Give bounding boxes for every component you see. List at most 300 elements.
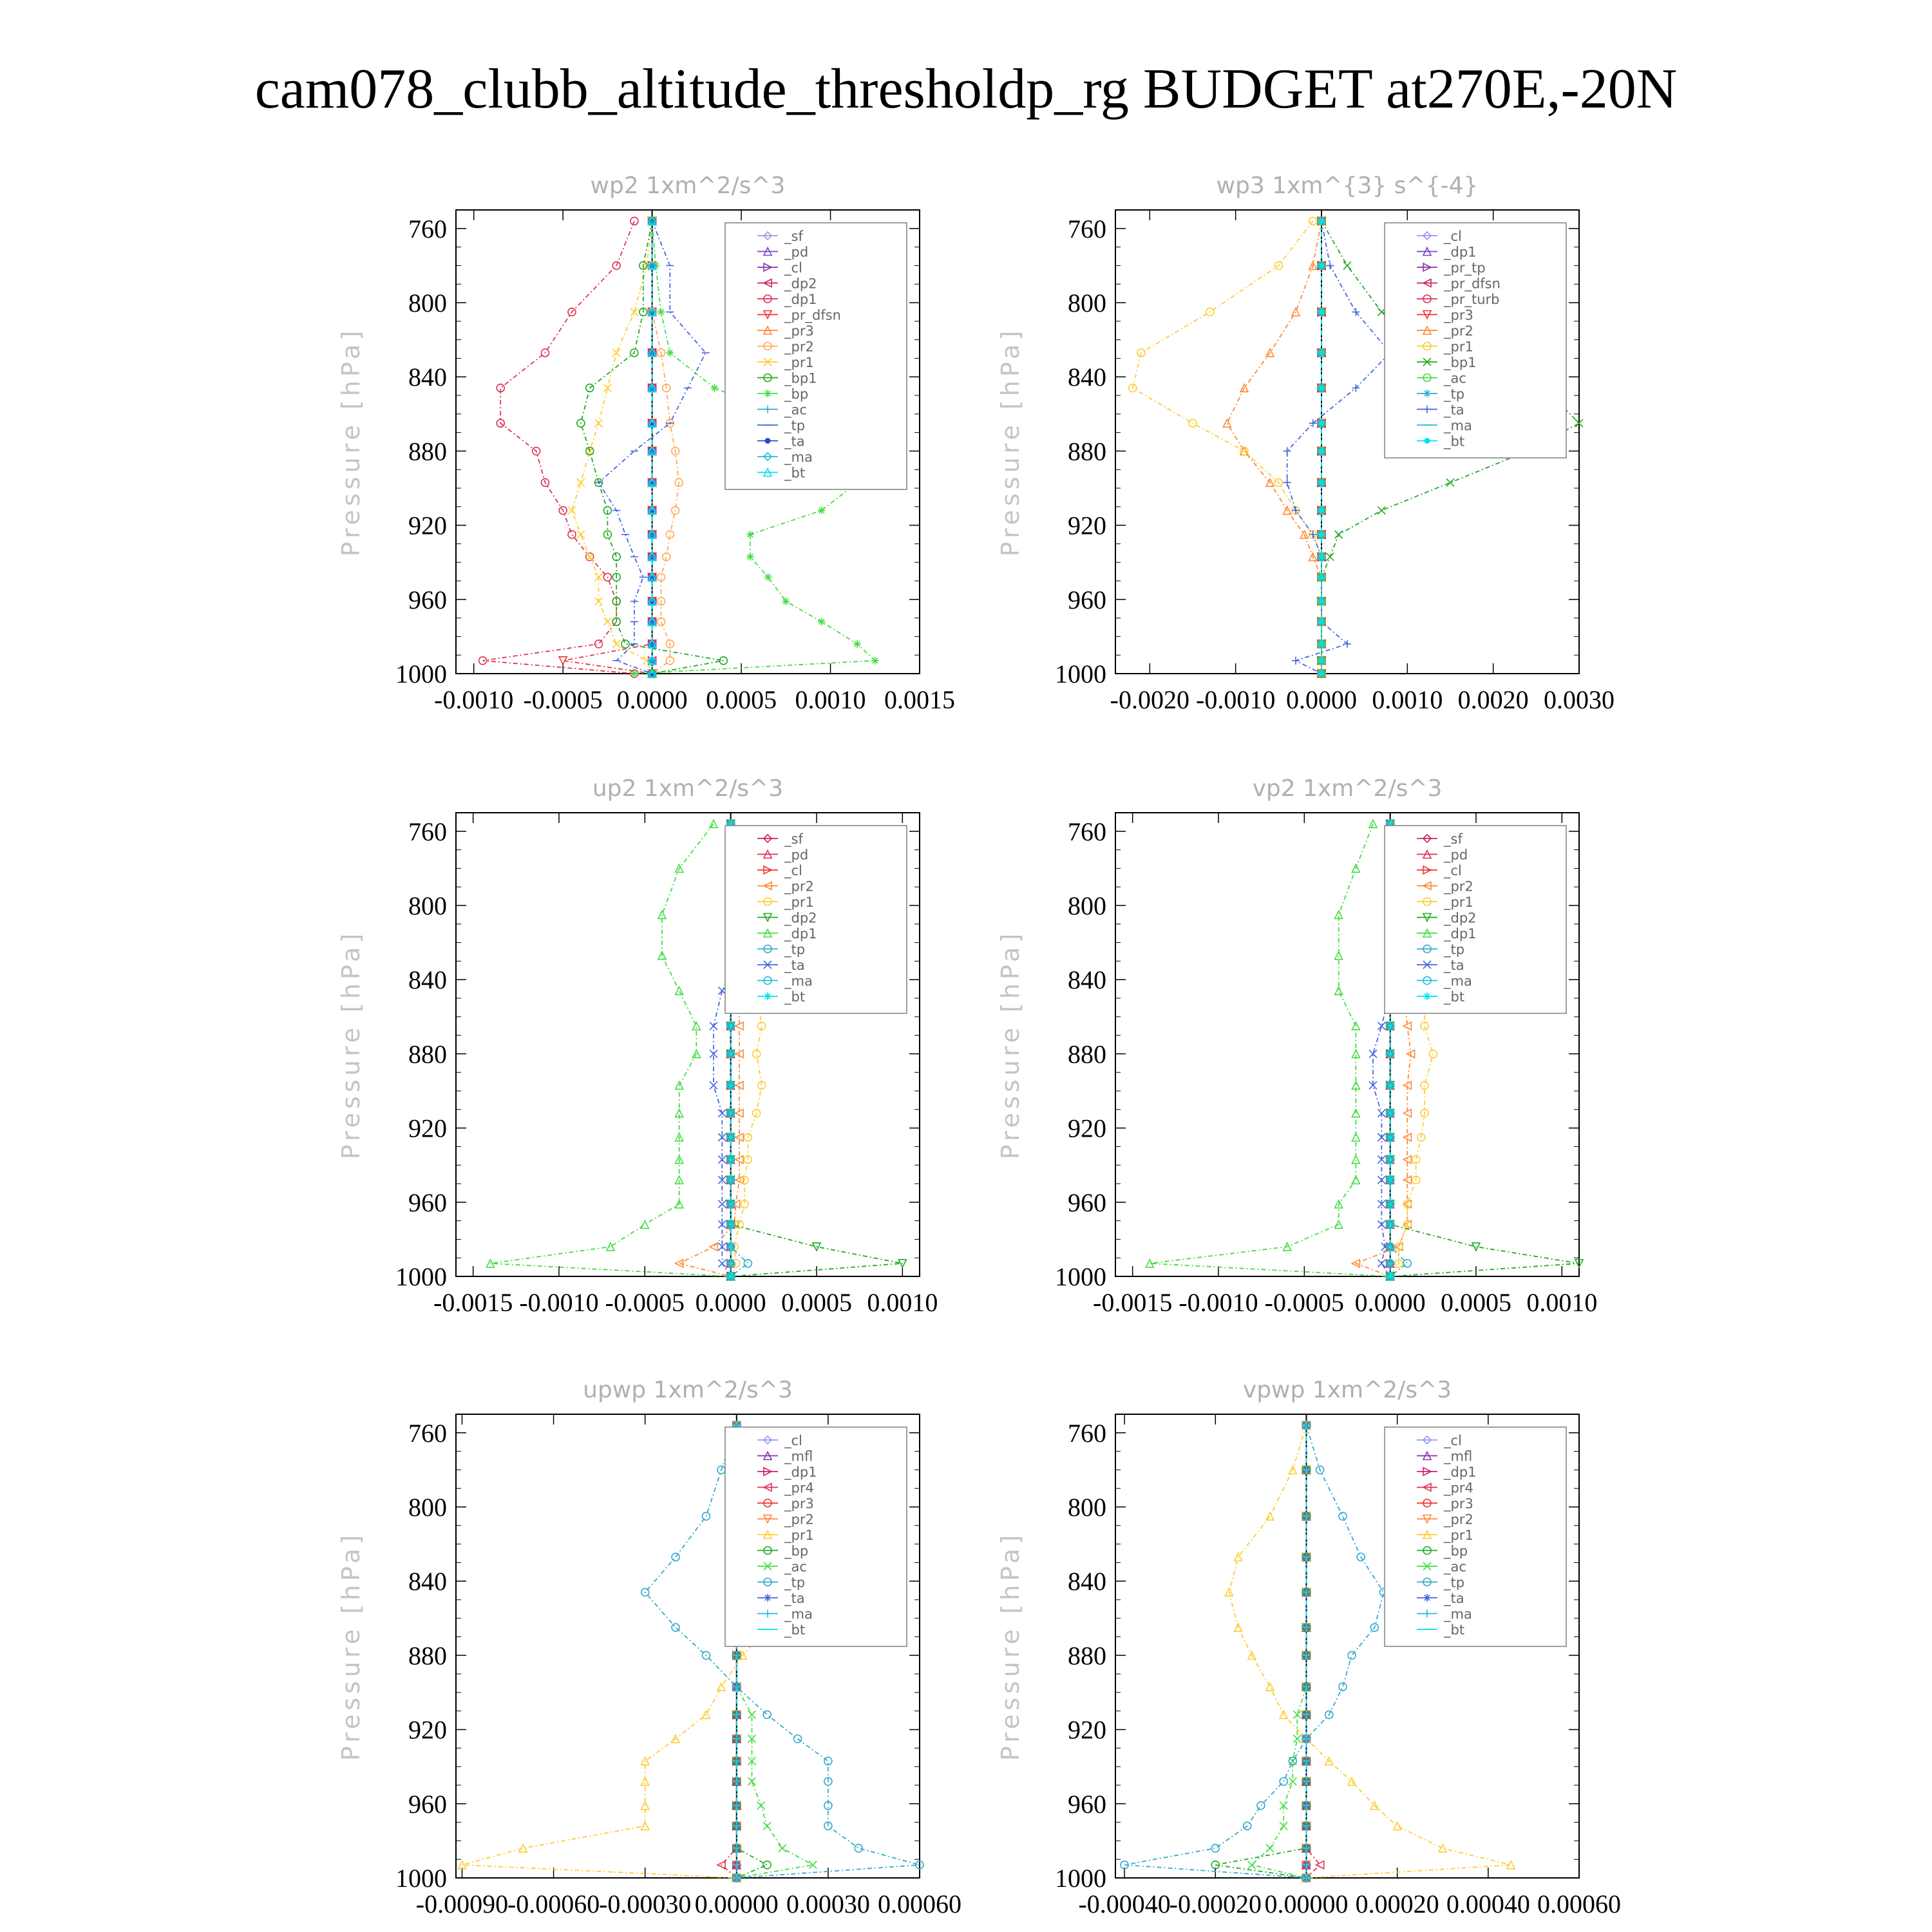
data-point <box>1387 1243 1394 1251</box>
budget-panel <box>337 1377 961 1918</box>
legend-label: _bt <box>784 1622 806 1638</box>
legend-label: _dp1 <box>784 292 817 307</box>
y-tick-label: 880 <box>1068 1039 1106 1069</box>
data-point <box>1319 598 1325 604</box>
data-point <box>672 1624 679 1631</box>
legend-marker <box>1423 1594 1431 1602</box>
legend-label: _bt <box>1444 433 1465 450</box>
legend-label: _pr2 <box>784 878 814 895</box>
x-tick-label: -0.0010 <box>1196 685 1276 714</box>
data-point <box>1348 1651 1356 1659</box>
y-tick-label: 880 <box>1068 1641 1106 1671</box>
data-point <box>1394 1822 1401 1830</box>
y-tick-label: 960 <box>408 1789 447 1819</box>
y-tick-label: 920 <box>1068 511 1106 540</box>
legend-label: _ma <box>784 973 813 989</box>
x-tick-label: 0.0000 <box>616 685 688 714</box>
data-point <box>577 478 585 486</box>
data-point <box>718 1200 726 1208</box>
data-point <box>1429 1050 1437 1057</box>
data-point <box>676 987 683 994</box>
y-tick-label: 920 <box>408 511 447 540</box>
series-line <box>572 221 652 674</box>
data-point <box>1335 987 1343 994</box>
y-tick-label: 760 <box>408 817 447 846</box>
data-point <box>1369 1050 1377 1057</box>
legend-label: _ma <box>1444 1606 1472 1622</box>
legend-label: _ta <box>784 958 805 973</box>
data-point <box>1339 1683 1347 1690</box>
data-point <box>1339 1512 1347 1520</box>
legend-label: _ta <box>1444 958 1464 973</box>
y-tick-label: 1000 <box>395 1262 447 1291</box>
data-point <box>1387 1260 1394 1267</box>
data-point <box>666 349 674 357</box>
panel-title: wp3 1xm^{3} s^{-4} <box>1216 173 1479 199</box>
y-tick-label: 800 <box>1068 891 1106 920</box>
data-point <box>1387 1273 1394 1280</box>
data-point <box>1319 532 1325 538</box>
legend-label: _bt <box>1444 1622 1465 1638</box>
y-axis-label: Pressure [hPa] <box>337 929 365 1160</box>
legend-label: _dp1 <box>1444 926 1477 942</box>
legend-label: _bp <box>1444 1543 1468 1559</box>
data-point <box>1289 1777 1296 1785</box>
x-tick-label: -0.00060 <box>507 1889 600 1918</box>
y-tick-label: 880 <box>408 1641 447 1671</box>
data-point <box>871 657 879 665</box>
budget-panel <box>337 173 955 714</box>
series-line <box>490 824 730 1276</box>
x-tick-label: -0.0005 <box>1264 1288 1344 1317</box>
data-point <box>757 1802 765 1810</box>
legend-label: _pd <box>784 244 809 260</box>
data-point <box>1223 419 1231 427</box>
legend-label: _cl <box>1444 229 1462 244</box>
y-axis-label: Pressure [hPa] <box>996 929 1025 1160</box>
legend-marker <box>1423 992 1431 1000</box>
data-point <box>1319 218 1325 224</box>
data-point <box>1266 1683 1274 1690</box>
data-point <box>727 1220 735 1228</box>
data-point <box>1387 1022 1394 1030</box>
data-point <box>1387 1050 1394 1057</box>
x-tick-label: -0.0010 <box>1179 1288 1258 1317</box>
x-tick-label: 0.00040 <box>1446 1889 1530 1918</box>
data-point <box>1378 507 1385 515</box>
data-point <box>1378 1220 1385 1228</box>
data-point <box>727 1260 735 1267</box>
legend-label: _mfl <box>1444 1448 1473 1464</box>
data-point <box>1446 478 1454 486</box>
legend-label: _tp <box>1444 1575 1465 1591</box>
y-axis-label: Pressure [hPa] <box>996 327 1025 557</box>
data-point <box>1421 1081 1428 1089</box>
legend-label: _tp <box>784 418 806 433</box>
data-point <box>818 507 826 515</box>
legend-label: _pd <box>784 847 809 863</box>
panel-title: up2 1xm^2/s^3 <box>592 775 784 802</box>
data-point <box>1378 1260 1385 1267</box>
data-point <box>727 1081 735 1089</box>
y-tick-label: 920 <box>408 1113 447 1143</box>
x-tick-label: 0.00030 <box>786 1889 870 1918</box>
x-tick-label: -0.00090 <box>415 1889 509 1918</box>
data-point <box>710 1022 717 1030</box>
x-tick-label: -0.0015 <box>433 1288 513 1317</box>
data-point <box>577 531 585 538</box>
y-tick-label: 920 <box>1068 1715 1106 1745</box>
legend-label: _pd <box>1444 847 1468 863</box>
data-point <box>1283 447 1291 455</box>
data-point <box>657 308 665 316</box>
x-tick-label: 0.00060 <box>878 1889 961 1918</box>
data-point <box>1319 263 1325 269</box>
data-point <box>718 1110 726 1117</box>
data-point <box>718 1260 726 1267</box>
legend-label: _bt <box>1444 989 1465 1005</box>
x-tick-label: -0.00040 <box>1078 1889 1171 1918</box>
series-line <box>1215 1425 1306 1878</box>
legend-label: _cl <box>1444 1433 1462 1448</box>
budget-panel <box>337 775 938 1317</box>
data-point <box>612 640 620 648</box>
legend-label: _ac <box>1444 1559 1466 1575</box>
legend-label: _bp <box>784 386 809 402</box>
budget-panel <box>996 775 1597 1317</box>
legend-marker <box>1425 438 1430 444</box>
x-tick-label: 0.0010 <box>1526 1288 1598 1317</box>
data-point <box>727 1110 735 1117</box>
data-point <box>568 531 576 538</box>
x-tick-label: 0.0005 <box>1441 1288 1511 1317</box>
data-point <box>1319 574 1325 580</box>
legend-box <box>1385 1427 1566 1647</box>
legend-label: _ma <box>784 450 813 465</box>
x-tick-label: -0.0005 <box>605 1288 685 1317</box>
legend-label: _dp2 <box>784 276 817 292</box>
legend-label: _pr1 <box>784 355 814 370</box>
series-line <box>1133 221 1321 674</box>
legend-marker <box>764 1594 772 1602</box>
legend-label: _pr2 <box>784 1511 814 1528</box>
legend-label: _ta <box>784 433 805 450</box>
data-point <box>1319 448 1325 454</box>
x-tick-label: 0.00000 <box>694 1889 779 1918</box>
budget-panel <box>996 173 1615 714</box>
legend-label: _pr1 <box>784 1528 814 1543</box>
data-point <box>782 598 790 605</box>
y-tick-label: 760 <box>1068 1418 1106 1448</box>
data-point <box>676 1260 683 1267</box>
data-point <box>1439 1844 1446 1852</box>
x-tick-label: 0.0020 <box>1457 685 1529 714</box>
data-point <box>1283 478 1291 486</box>
data-point <box>853 640 861 648</box>
x-tick-label: 0.00060 <box>1537 1889 1621 1918</box>
data-point <box>1319 641 1325 647</box>
data-point <box>621 640 629 648</box>
data-point <box>763 1711 771 1719</box>
legend-label: _ma <box>784 1606 813 1622</box>
legend-label: _pr1 <box>784 895 814 910</box>
y-tick-label: 840 <box>408 363 447 392</box>
y-tick-label: 1000 <box>395 659 447 688</box>
data-point <box>763 1861 771 1869</box>
data-point <box>568 507 576 515</box>
legend-label: _tp <box>784 942 806 958</box>
legend-label: _ma <box>1444 418 1472 433</box>
y-tick-label: 1000 <box>1055 1864 1106 1893</box>
legend-label: _tp <box>1444 942 1465 958</box>
data-point <box>1378 1022 1385 1030</box>
panel-title: upwp 1xm^2/s^3 <box>583 1377 793 1403</box>
y-tick-label: 760 <box>1068 214 1106 243</box>
data-point <box>1211 1844 1219 1852</box>
legend-marker <box>1423 390 1431 397</box>
x-tick-label: 0.0015 <box>884 685 955 714</box>
data-point <box>1387 1133 1394 1141</box>
data-point <box>603 618 611 625</box>
legend-label: _pr1 <box>1444 895 1473 910</box>
y-tick-label: 760 <box>408 1418 447 1448</box>
legend-label: _sf <box>784 831 803 847</box>
data-point <box>1319 385 1325 391</box>
series-line <box>1252 1425 1307 1878</box>
legend-label: _pr4 <box>1444 1480 1473 1496</box>
series-line <box>1124 1425 1383 1878</box>
x-tick-label: 0.0010 <box>867 1288 938 1317</box>
y-tick-label: 880 <box>1068 437 1106 466</box>
data-point <box>1319 421 1325 426</box>
legend-label: _pr_turb <box>1444 292 1500 307</box>
y-tick-label: 800 <box>408 289 447 317</box>
legend-label: _tp <box>1444 386 1465 402</box>
data-point <box>710 1081 717 1089</box>
x-tick-label: 0.0000 <box>1286 685 1357 714</box>
x-tick-label: -0.0020 <box>1110 685 1189 714</box>
data-point <box>748 1777 755 1785</box>
y-tick-label: 840 <box>408 1567 447 1596</box>
data-point <box>1248 1861 1256 1869</box>
x-tick-label: 0.00000 <box>1264 1889 1349 1918</box>
y-tick-label: 800 <box>1068 1493 1106 1522</box>
data-point <box>818 618 826 625</box>
series-line <box>1150 824 1390 1276</box>
legend-label: _mfl <box>784 1448 813 1464</box>
legend-label: _cl <box>784 863 802 878</box>
data-point <box>630 308 638 316</box>
data-point <box>692 1022 700 1030</box>
legend-label: _dp2 <box>784 910 817 926</box>
legend-label: _bp1 <box>1444 355 1477 370</box>
panel-title: vpwp 1xm^2/s^3 <box>1242 1377 1452 1403</box>
x-tick-label: -0.0005 <box>523 685 603 714</box>
data-point <box>603 384 611 392</box>
data-point <box>727 1243 735 1251</box>
legend-label: _ta <box>784 1591 805 1606</box>
legend-label: _pr3 <box>1444 1496 1473 1511</box>
y-tick-label: 960 <box>1068 1188 1106 1217</box>
data-point <box>746 553 754 561</box>
legend-label: _dp1 <box>784 1464 817 1480</box>
y-tick-label: 920 <box>1068 1113 1106 1143</box>
y-tick-label: 800 <box>1068 289 1106 317</box>
data-point <box>744 1260 752 1267</box>
data-point <box>1387 1176 1394 1184</box>
panel-title: vp2 1xm^2/s^3 <box>1252 775 1443 802</box>
legend-label: _ac <box>784 1559 807 1575</box>
data-point <box>763 1822 771 1830</box>
y-tick-label: 880 <box>408 1039 447 1069</box>
y-tick-label: 760 <box>1068 817 1106 846</box>
legend-label: _ac <box>784 402 807 418</box>
legend-label: _pr_tp <box>1444 260 1486 276</box>
y-tick-label: 800 <box>408 891 447 920</box>
legend-label: _sf <box>784 229 803 244</box>
budget-panel <box>996 1377 1621 1918</box>
legend-marker <box>765 438 771 444</box>
legend-marker <box>764 390 772 397</box>
legend-label: _pr2 <box>1444 323 1473 339</box>
legend-label: _cl <box>784 260 802 276</box>
legend-label: _pr1 <box>1444 339 1473 355</box>
legend-label: _pr_dfsn <box>1444 276 1501 292</box>
data-point <box>746 531 754 538</box>
y-tick-label: 960 <box>408 1188 447 1217</box>
legend-label: _cl <box>1444 863 1462 878</box>
data-point <box>586 553 594 561</box>
x-tick-label: 0.0010 <box>795 685 866 714</box>
legend-label: _dp2 <box>1444 910 1477 926</box>
legend-marker <box>764 992 772 1000</box>
y-tick-label: 960 <box>408 585 447 614</box>
panel-title: wp2 1xm^2/s^3 <box>590 173 786 199</box>
data-point <box>1326 553 1334 561</box>
data-point <box>1319 619 1325 625</box>
data-point <box>1257 1802 1265 1810</box>
y-tick-label: 800 <box>408 1493 447 1522</box>
data-point <box>727 1273 735 1280</box>
legend-label: _pr3 <box>784 1496 814 1511</box>
data-point <box>1319 309 1325 315</box>
data-point <box>1369 820 1377 828</box>
y-tick-label: 1000 <box>1055 1262 1106 1291</box>
y-axis-label: Pressure [hPa] <box>337 1531 365 1761</box>
data-point <box>595 419 603 427</box>
x-tick-label: 0.0010 <box>1372 685 1443 714</box>
legend-label: _ta <box>1444 1591 1464 1606</box>
y-axis-label: Pressure [hPa] <box>996 1531 1025 1761</box>
data-point <box>1387 1110 1394 1117</box>
x-tick-label: 0.00020 <box>1355 1889 1439 1918</box>
x-tick-label: -0.00030 <box>599 1889 692 1918</box>
data-point <box>1387 1200 1394 1208</box>
series-line <box>1227 221 1321 674</box>
legend-label: _ta <box>1444 402 1464 418</box>
data-point <box>1387 1220 1394 1228</box>
data-point <box>1387 1081 1394 1089</box>
series-line <box>1287 221 1390 674</box>
data-point <box>727 1022 735 1030</box>
legend-label: _bt <box>784 989 806 1005</box>
data-point <box>779 1844 786 1852</box>
legend-label: _pr2 <box>1444 1511 1473 1528</box>
data-point <box>1319 350 1325 355</box>
figure-title: cam078_clubb_altitude_thresholdp_rg BUDGET at270E,-20N <box>254 58 1678 120</box>
x-tick-label: 0.0000 <box>695 1288 766 1317</box>
data-point <box>612 349 620 357</box>
data-point <box>1266 1844 1274 1852</box>
data-point <box>1319 554 1325 560</box>
x-tick-label: -0.0010 <box>519 1288 599 1317</box>
data-point <box>727 1156 735 1164</box>
series-line <box>483 221 634 674</box>
legend-label: _cl <box>784 1433 802 1448</box>
data-point <box>727 1050 735 1057</box>
y-tick-label: 840 <box>408 965 447 995</box>
y-tick-label: 1000 <box>395 1864 447 1893</box>
legend-box <box>725 223 907 489</box>
y-axis-label: Pressure [hPa] <box>337 327 365 557</box>
data-point <box>641 1220 649 1228</box>
data-point <box>1293 1711 1301 1719</box>
data-point <box>630 217 638 225</box>
y-tick-label: 1000 <box>1055 659 1106 688</box>
legend-box <box>725 1427 907 1647</box>
data-point <box>1335 531 1343 538</box>
data-point <box>1403 1260 1411 1267</box>
legend-label: _bp1 <box>784 370 817 386</box>
y-tick-label: 920 <box>408 1715 447 1745</box>
data-point <box>727 1176 735 1184</box>
data-point <box>727 1133 735 1141</box>
data-point <box>1326 261 1334 269</box>
data-point <box>1387 1156 1394 1164</box>
legend-label: _pr4 <box>784 1480 814 1496</box>
legend-label: _pr2 <box>784 339 814 355</box>
x-tick-label: 0.0030 <box>1544 685 1615 714</box>
data-point <box>607 1243 614 1251</box>
x-tick-label: 0.0005 <box>706 685 777 714</box>
data-point <box>1319 671 1325 677</box>
data-point <box>1319 507 1325 513</box>
legend-label: _sf <box>1444 831 1463 847</box>
x-tick-label: -0.00020 <box>1169 1889 1262 1918</box>
y-tick-label: 840 <box>1068 363 1106 392</box>
data-point <box>855 1844 862 1852</box>
data-point <box>1343 261 1351 269</box>
x-tick-label: 0.0000 <box>1354 1288 1426 1317</box>
legend-label: _bp <box>784 1543 809 1559</box>
y-tick-label: 840 <box>1068 965 1106 995</box>
data-point <box>727 1200 735 1208</box>
legend-label: _tp <box>784 1575 806 1591</box>
x-tick-label: -0.0010 <box>434 685 514 714</box>
y-tick-label: 960 <box>1068 1789 1106 1819</box>
legend-label: _pr1 <box>1444 1528 1473 1543</box>
legend-label: _pr2 <box>1444 878 1473 895</box>
data-point <box>1292 657 1300 665</box>
legend-label: _ma <box>1444 973 1472 989</box>
legend-label: _ac <box>1444 370 1466 386</box>
y-tick-label: 880 <box>408 437 447 466</box>
y-tick-label: 840 <box>1068 1567 1106 1596</box>
data-point <box>1319 480 1325 486</box>
x-tick-label: -0.0015 <box>1093 1288 1173 1317</box>
x-tick-label: 0.0005 <box>781 1288 852 1317</box>
legend-label: _pr3 <box>1444 307 1473 323</box>
